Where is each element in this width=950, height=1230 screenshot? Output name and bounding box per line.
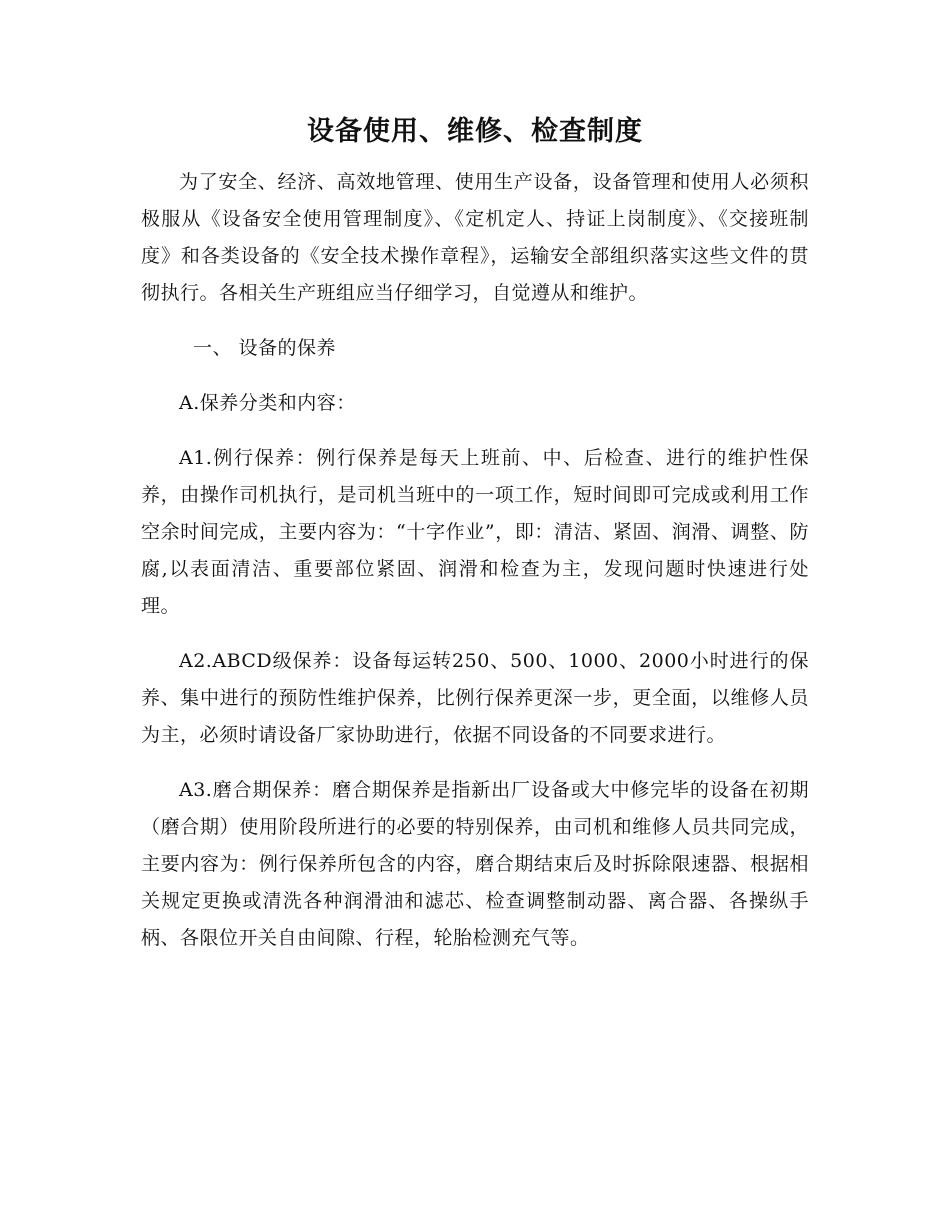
paragraph-a3-break-in-maintenance: A3.磨合期保养：磨合期保养是指新出厂设备或大中修完毕的设备在初期（磨合期）使用阶段所进行的必要的特别保养，由司机和维修人员共同完成，主要内容为：例行保养所包含的内容，磨合期结束后及时拆除限速器、根据相关规定更换或清洗各种润滑油和滤芯、检查调整制动器、离合器、各操纵手柄、各限位开关自由间隙、行程，轮胎检测充气等。 bbox=[141, 779, 809, 949]
paragraph-a1-routine-maintenance: A1.例行保养：例行保养是每天上班前、中、后检查、进行的维护性保养，由操作司机执行，是司机当班中的一项工作，短时间即可完成或利用工作空余时间完成，主要内容为：“十字作业”，即：清洁、紧固、润滑、调整、防腐,以表面清洁、重要部位紧固、润滑和检查为主，发现问题时快速进行处理。 bbox=[141, 447, 809, 617]
paragraph-a2-abcd-maintenance: A2.ABCD级保养：设备每运转250、500、1000、2000小时进行的保养、集中进行的预防性维护保养，比例行保养更深一步，更全面，以维修人员为主，必须时请设备厂家协助进行，依据不同设备的不同要求进行。 bbox=[141, 650, 809, 746]
document-title: 设备使用、维修、检查制度 bbox=[307, 116, 643, 147]
section-heading-maintenance: 一、 设备的保养 bbox=[193, 337, 337, 359]
document-body bbox=[141, 164, 809, 975]
intro-paragraph: 为了安全、经济、高效地管理、使用生产设备，设备管理和使用人必须积极服从《设备安全使用管理制度》、《定机定人、持证上岗制度》、《交接班制度》和各类设备的《安全技术操作章程》，运输安全部组织落实这些文件的贯彻执行。各相关生产班组应当仔细学习，自觉遵从和维护。 bbox=[141, 171, 809, 304]
subsection-heading-classification: A.保养分类和内容： bbox=[179, 392, 356, 414]
